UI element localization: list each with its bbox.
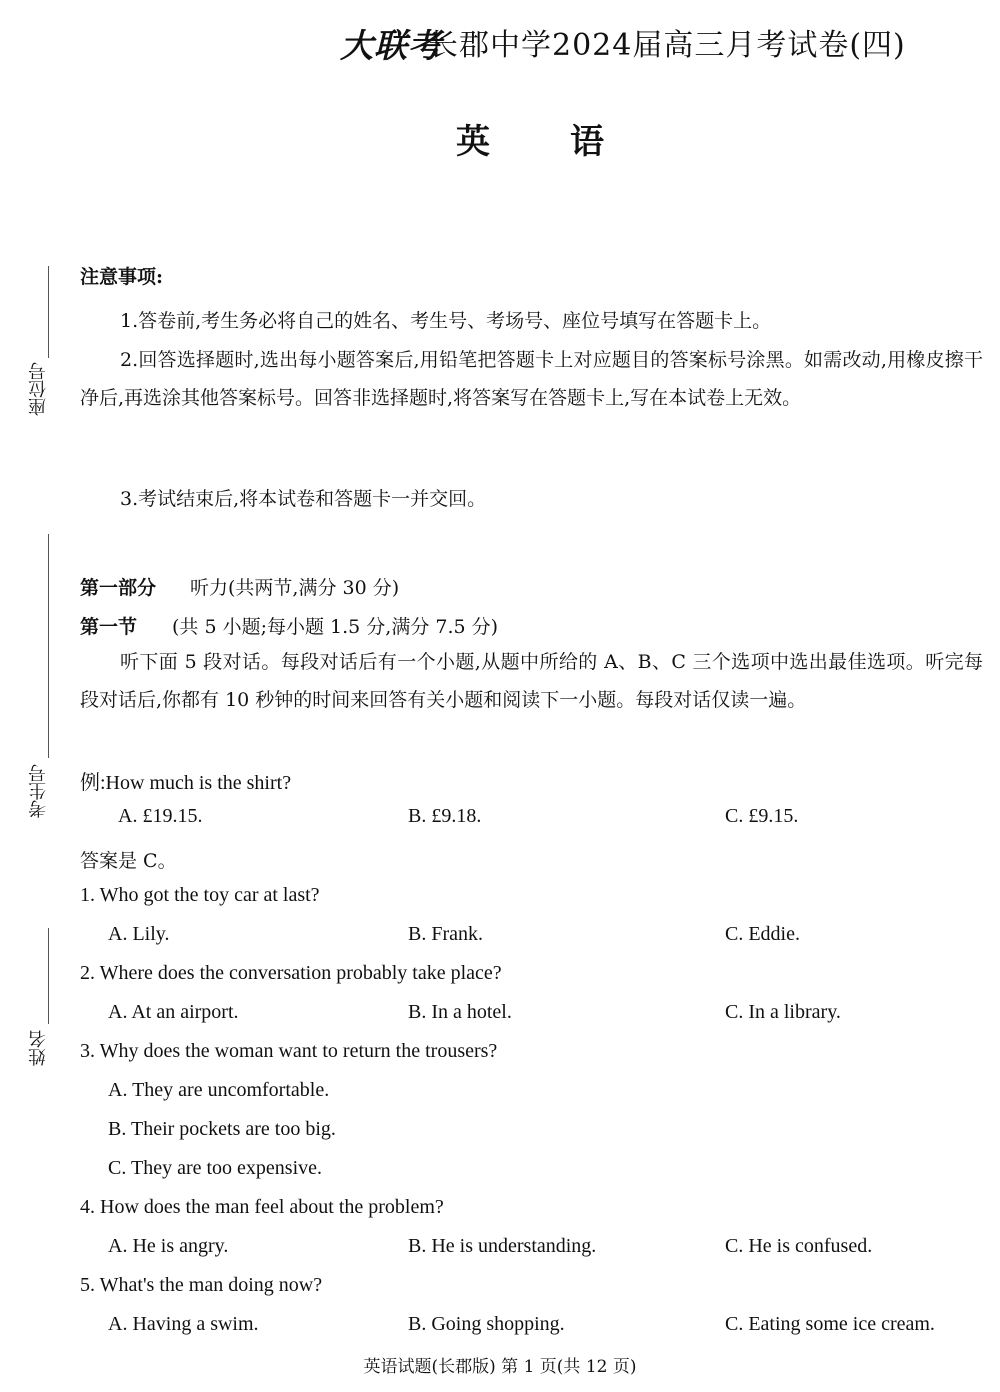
notice-heading: 注意事项: [80,266,164,288]
q5-option-b: B. Going shopping. [408,1313,565,1335]
q5-option-c: C. Eating some ice cream. [725,1313,935,1335]
q3-option-c: C. They are too expensive. [108,1157,323,1179]
q2-option-b: B. In a hotel. [408,1001,512,1023]
part1-title: 听力(共两节,满分 30 分) [190,577,400,599]
notice-item-2: 2.回答选择题时,选出每小题答案后,用铅笔把答题卡上对应题目的答案标号涂黑。如需改动,用橡皮擦干净后,再选涂其他答案标号。回答非选择题时,将答案写在答题卡上,写在本试卷上无效。 [80,349,983,409]
page-footer: 英语试题(长郡版) 第 1 页(共 12 页) [363,1357,637,1377]
seat-line [48,266,49,358]
header-title: 长郡中学2024届高三月考试卷(四) [428,28,906,63]
example-option-c: C. £9.15. [725,805,799,827]
section1-label: 第一节 [80,616,138,638]
q5-option-a: A. Having a swim. [108,1313,259,1335]
q4-option-b: B. He is understanding. [408,1235,597,1257]
q1-option-a: A. Lily. [108,923,170,945]
q3-option-b: B. Their pockets are too big. [108,1118,336,1140]
q4-option-a: A. He is angry. [108,1235,229,1257]
q4-option-c: C. He is confused. [725,1235,873,1257]
part1-heading: 第一部分 [80,577,157,599]
example-option-b: B. £9.18. [408,805,482,827]
name-line [48,928,49,1024]
exam-no-label: 考生号 [28,764,49,818]
notice-item-1: 1.答卷前,考生务必将自己的姓名、考生号、考场号、座位号填写在答题卡上。 [120,310,772,332]
q3-stem: 3. Why does the woman want to return the trousers? [80,1040,498,1062]
subject-char-2: 语 [570,122,604,162]
notice-item-3: 3.考试结束后,将本试卷和答题卡一并交回。 [120,488,487,510]
q2-option-a: A. At an airport. [108,1001,239,1023]
q2-stem: 2. Where does the conversation probably take place? [80,962,502,984]
part1-instructions: 听下面 5 段对话。每段对话后有一个小题,从题中所给的 A、B、C 三个选项中选出最佳选项。听完每段对话后,你都有 10 秒钟的时间来回答有关小题和阅读下一小题。每段对话仅读一遍。 [80,651,983,711]
example-question: 例:How much is the shirt? [80,772,292,794]
q2-option-c: C. In a library. [725,1001,841,1023]
q1-stem: 1. Who got the toy car at last? [80,884,320,906]
q4-stem: 4. How does the man feel about the problem? [80,1196,444,1218]
q3-option-a: A. They are uncomfortable. [108,1079,330,1101]
seat-label: 座位号 [28,362,49,416]
header-brand: 大联考 [340,26,442,65]
example-answer: 答案是 C。 [80,850,177,872]
q5-stem: 5. What's the man doing now? [80,1274,323,1296]
exam-no-line [48,534,49,758]
example-option-a: A. £19.15. [118,805,203,827]
subject-char-1: 英 [456,122,490,162]
q1-option-b: B. Frank. [408,923,483,945]
section1-info: (共 5 小题;每小题 1.5 分,满分 7.5 分) [172,616,499,638]
name-label: 姓名 [28,1030,49,1066]
q1-option-c: C. Eddie. [725,923,800,945]
